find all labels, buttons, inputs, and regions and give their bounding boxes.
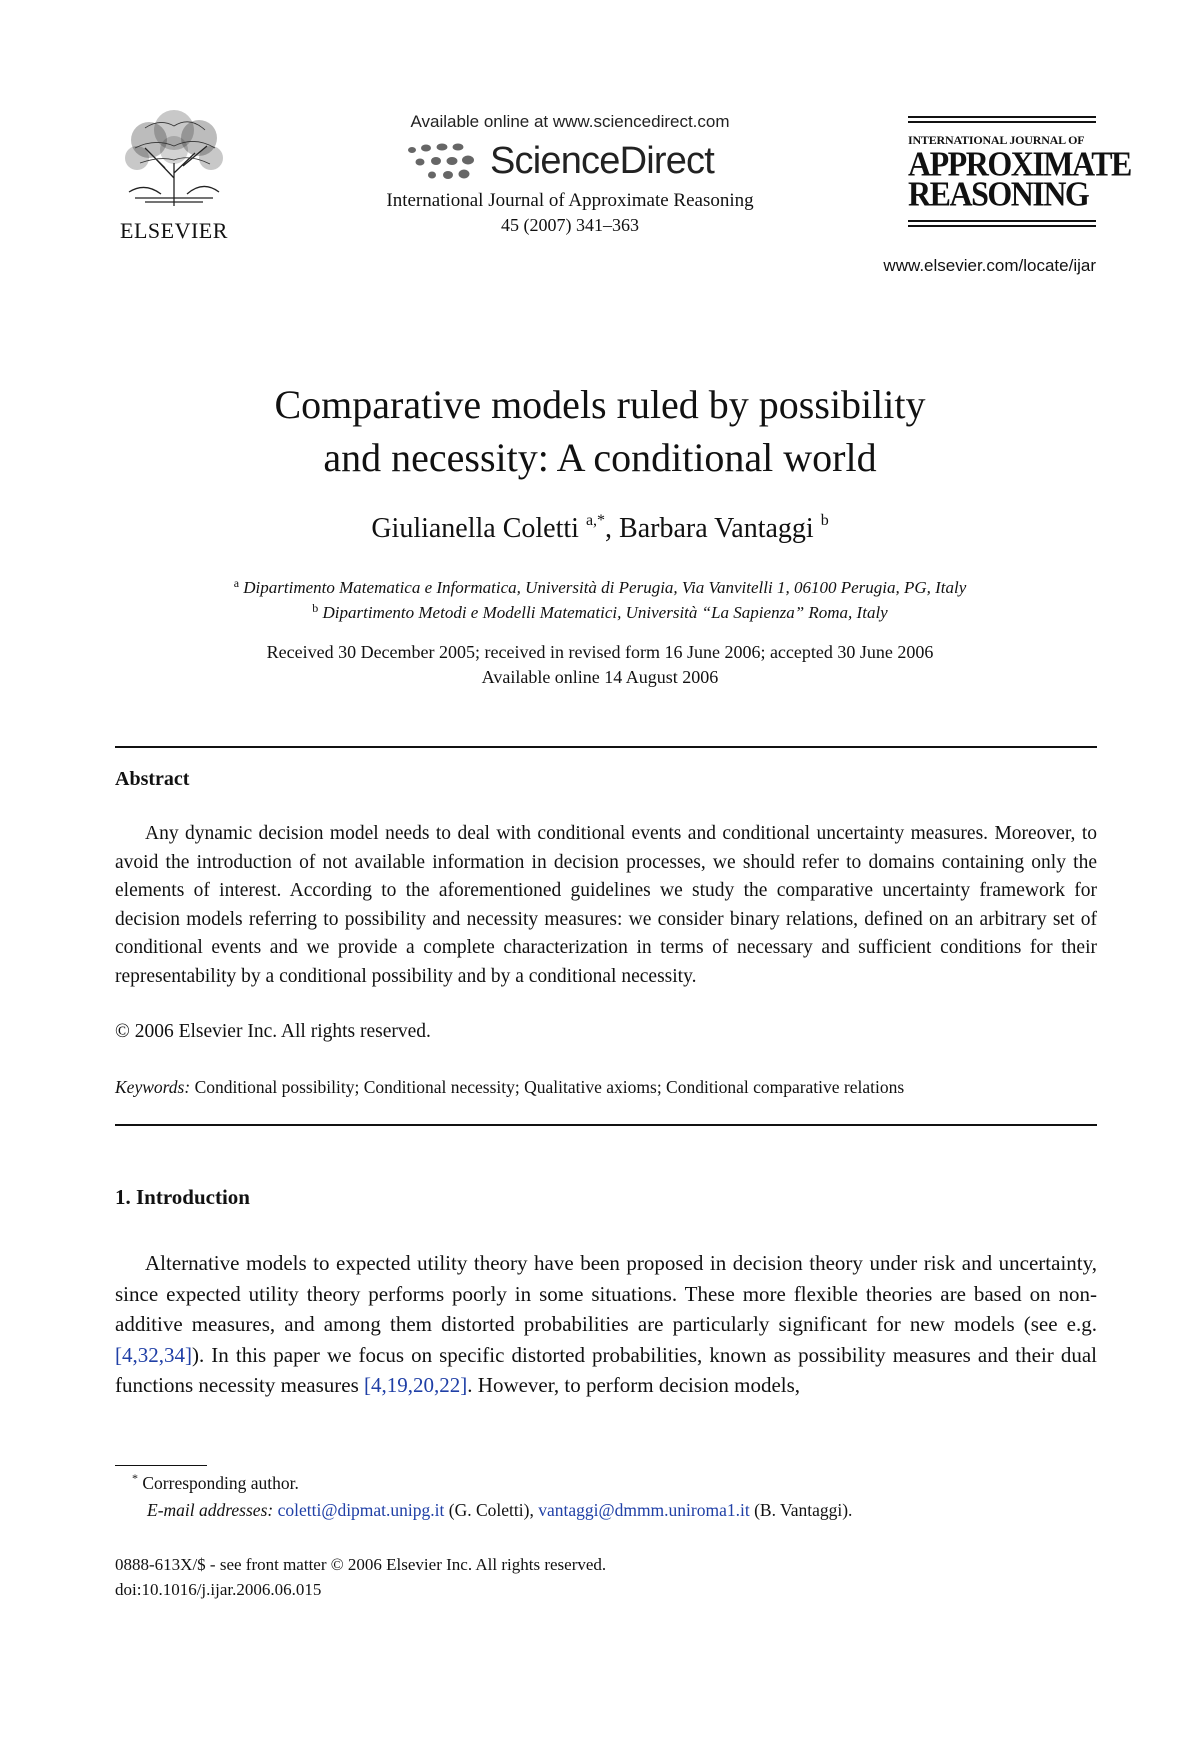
section-heading-introduction: 1. Introduction <box>115 1185 250 1209</box>
intro-text: ). In this paper we focus on specific distorted probabilities, known as possibility measures and their dual functions necessity measures <box>115 1342 1097 1397</box>
author-name: Barbara Vantaggi <box>619 513 814 544</box>
journal-name: International Journal of Approximate Reasoning <box>386 190 754 211</box>
elsevier-logo <box>112 108 236 256</box>
divider <box>115 1124 1097 1126</box>
title-line-2: and necessity: A conditional world <box>323 435 877 480</box>
ijar-logo-line3: REASONING <box>908 173 1089 214</box>
sciencedirect-dots-icon <box>402 142 492 184</box>
sciencedirect-logo <box>330 138 810 184</box>
footnote-mark: * <box>132 1471 138 1485</box>
affiliation-a <box>0 576 1200 598</box>
affiliation-b <box>0 601 1200 623</box>
affiliation-mark: b <box>312 601 319 615</box>
keywords <box>115 1077 1097 1098</box>
introduction-paragraph <box>115 1248 1097 1401</box>
available-online-text: Available online at www.sciencedirect.com <box>410 112 730 131</box>
email-link[interactable]: coletti@dipmat.unipg.it <box>277 1500 445 1520</box>
abstract-body <box>115 820 1097 991</box>
author-affiliation-mark[interactable]: b <box>820 512 829 529</box>
elsevier-tree-icon <box>115 108 233 208</box>
author-affiliation-mark[interactable]: a,* <box>585 512 606 529</box>
abstract-text: Any dynamic decision model needs to deal with conditional events and conditional uncertainty measures. Moreover, to avoid the introduction of not available information in decision processes, we should refer to domains containing only the elements of interest. According to the aforementioned guidelines we study the comparative uncertainty framework for decision models referring to possibility and necessity measures: we consider binary relations, defined on an arbitrary set of conditional events and we provide a complete characterization in terms of necessary and sufficient conditions for their representability by a conditional possibility and by a conditional necessity. <box>115 823 1097 987</box>
ijar-rule <box>908 116 1096 118</box>
ijar-rule <box>908 225 1096 227</box>
ijar-rule <box>908 121 1096 123</box>
affiliation-text: Dipartimento Metodi e Modelli Matematici, Università “La Sapienza” Roma, Italy <box>322 603 888 622</box>
elsevier-wordmark: ELSEVIER <box>120 218 228 243</box>
issn-line: 0888-613X/$ - see front matter © 2006 Elsevier Inc. All rights reserved. <box>115 1555 607 1574</box>
article-title <box>0 378 1200 484</box>
email-owner: (B. Vantaggi). <box>749 1500 853 1520</box>
footnote-text: Corresponding author. <box>142 1472 299 1493</box>
email-link[interactable]: vantaggi@dmmm.uniroma1.it <box>538 1500 750 1520</box>
title-line-1: Comparative models ruled by possibility <box>274 382 926 427</box>
abstract-copyright: © 2006 Elsevier Inc. All rights reserved. <box>115 1021 431 1042</box>
footnote-emails <box>147 1500 852 1521</box>
introduction-body <box>115 1248 1097 1401</box>
citation-link[interactable]: [4,32,34] <box>115 1342 192 1367</box>
available-online-date: Available online 14 August 2006 <box>481 667 719 687</box>
affiliation-mark: a <box>233 576 240 590</box>
intro-text: . However, to perform decision models, <box>467 1373 801 1397</box>
ijar-logo-line1: INTERNATIONAL JOURNAL OF <box>908 133 1085 147</box>
ijar-logo-line2: APPROXIMATE <box>908 143 1131 184</box>
sciencedirect-block <box>330 112 810 236</box>
footnote-divider <box>115 1465 207 1466</box>
ijar-logo <box>908 116 1131 230</box>
journal-url-link[interactable]: www.elsevier.com/locate/ijar <box>883 256 1096 275</box>
author-separator: , <box>605 513 620 544</box>
email-label: E-mail addresses: <box>147 1500 274 1520</box>
keywords-text: Conditional possibility; Conditional necessity; Qualitative axioms; Conditional comparative relations <box>194 1077 905 1097</box>
doi-link[interactable]: doi:10.1016/j.ijar.2006.06.015 <box>115 1580 322 1599</box>
ijar-rule <box>908 220 1096 222</box>
divider <box>115 746 1097 748</box>
author-list <box>0 512 1200 545</box>
keywords-label: Keywords: <box>115 1077 191 1097</box>
sciencedirect-wordmark: ScienceDirect <box>490 140 715 182</box>
received-dates: Received 30 December 2005; received in revised form 16 June 2006; accepted 30 June 2006 <box>266 642 934 662</box>
abstract-heading: Abstract <box>115 768 190 790</box>
journal-volume: 45 (2007) 341–363 <box>501 215 639 235</box>
footnote-corresponding <box>132 1471 299 1494</box>
citation-link[interactable]: [4,19,20,22] <box>364 1373 468 1397</box>
email-owner: (G. Coletti), <box>444 1500 539 1520</box>
affiliation-text: Dipartimento Matematica e Informatica, Università di Perugia, Via Vanvitelli 1, 06100 Perugia, PG, Italy <box>243 578 967 597</box>
author-name: Giulianella Coletti <box>371 513 579 544</box>
intro-text: Alternative models to expected utility theory have been proposed in decision theory under risk and uncertainty, since expected utility theory performs poorly in some situations. These more flexible theories are based on non-additive measures, and among them distorted probabilities are particularly significant for new models (see e.g. <box>115 1251 1097 1336</box>
